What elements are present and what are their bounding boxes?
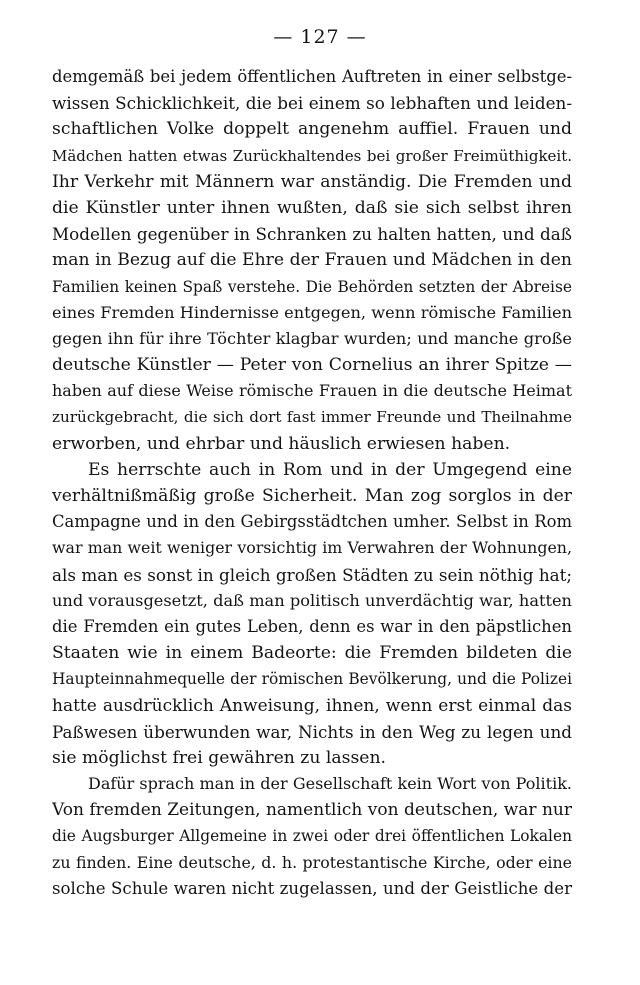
text-line: war man weit weniger vorsichtig im Verwahren der Wohnungen, (52, 538, 572, 558)
text-line: eines Fremden Hindernisse entgegen, wenn römische Familien (52, 302, 572, 322)
text-line: die Künstler unter ihnen wußten, daß sie sich selbst ihren (52, 197, 572, 218)
text-line: die Augsburger Allgemeine in zwei oder drei öffentlichen Lokalen (52, 827, 572, 846)
text-line: demgemäß bei jedem öffentlichen Auftreten in einer selbstge- (52, 67, 572, 86)
text-line: haben auf diese Weise römische Frauen in die deutsche Heimat (52, 381, 572, 401)
text-line: Familien keinen Spaß verstehe. Die Behörden setzten der Abreise (52, 277, 572, 296)
paragraph-first-line: Dafür sprach man in der Gesellschaft kein Wort von Politik. (88, 774, 572, 794)
text-line: deutsche Künstler — Peter von Cornelius an ihrer Spitze — (52, 355, 572, 376)
text-line: Campagne und in den Gebirgsstädtchen umher. Selbst in Rom (52, 512, 572, 532)
paragraph-last-line: sie möglichst frei gewähren zu lassen. (52, 747, 386, 768)
text-line: hatte ausdrücklich Anweisung, ihnen, wenn erst einmal das (52, 695, 572, 716)
text-line: wissen Schicklichkeit, die bei einem so lebhaften und leiden- (52, 93, 572, 114)
text-line: Ihr Verkehr mit Männern war anständig. Die Fremden und (52, 171, 572, 192)
text-line: zurückgebracht, die sich dort fast immer Freunde und Theilnahme (52, 408, 572, 427)
body-text (52, 64, 572, 902)
text-line: schaftlichen Volke doppelt angenehm auffiel. Frauen und (52, 119, 572, 140)
text-line: die Fremden ein gutes Leben, denn es war in den päpstlichen (52, 616, 572, 636)
text-line: man in Bezug auf die Ehre der Frauen und Mädchen in den (52, 250, 572, 271)
text-line: Paßwesen überwunden war, Nichts in den Weg zu legen und (52, 721, 572, 742)
text-line: gegen ihn für ihre Töchter klagbar wurden; und manche große (52, 328, 572, 348)
text-line: Von fremden Zeitungen, namentlich von deutschen, war nur (52, 800, 572, 821)
text-line: als man es sonst in gleich großen Städten zu sein nöthig hat; (52, 564, 572, 585)
paragraph-first-line: Es herrschte auch in Rom und in der Umgegend eine (88, 459, 572, 480)
text-line: Haupteinnahmequelle der römischen Bevölkerung, und die Polizei (52, 670, 572, 689)
text-line: Modellen gegenüber in Schranken zu halten hatten, und daß (52, 224, 572, 245)
text-line: Mädchen hatten etwas Zurückhaltendes bei großer Freimüthigkeit. (52, 146, 572, 165)
text-line: verhältnißmäßig große Sicherheit. Man zog sorglos in der (52, 486, 572, 506)
page-number-header: — 127 — (273, 26, 367, 48)
paragraph-last-line: erworben, und ehrbar und häuslich erwiesen haben. (52, 433, 511, 454)
text-line: und vorausgesetzt, daß man politisch unverdächtig war, hatten (52, 590, 572, 610)
text-line: solche Schule waren nicht zugelassen, und der Geistliche der (52, 878, 572, 898)
text-line: Staaten wie in einem Badeorte: die Fremden bildeten die (52, 643, 572, 664)
text-line: zu finden. Eine deutsche, d. h. protestantische Kirche, oder eine (52, 852, 572, 872)
